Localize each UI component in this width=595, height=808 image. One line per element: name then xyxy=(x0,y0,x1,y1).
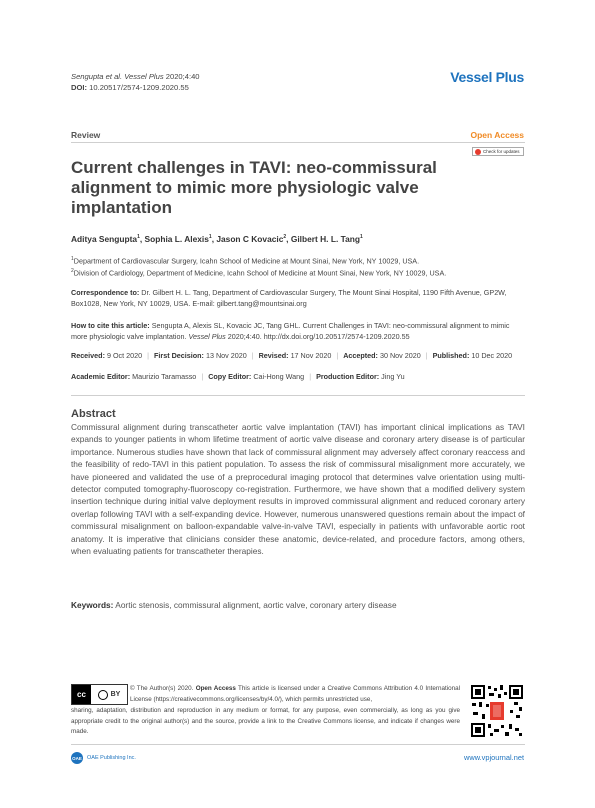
author-name[interactable]: Sophia L. Alexis xyxy=(144,234,209,244)
journal-logo[interactable]: Vessel Plus xyxy=(450,69,524,85)
divider xyxy=(71,142,525,143)
doi-label: DOI: xyxy=(71,83,88,92)
doi-link[interactable]: 10.20517/2574-1209.2020.55 xyxy=(89,83,189,92)
correspondence-text: Dr. Gilbert H. L. Tang, Department of Cardiovascular Surgery, The Mount Sinai Hospital, 1190 Fifth Avenue, GP2W, Box1028, New York, NY 10029, USA. E-mail: gilbert.tang@mountsinai.org xyxy=(71,288,507,308)
publisher-logo[interactable] xyxy=(71,752,136,764)
editors: Academic Editor: Maurizio Taramasso | Copy Editor: Cai-Hong Wang | Production Editor: Jing Yu xyxy=(71,372,405,381)
date-item: First Decision: 13 Nov 2020 xyxy=(154,351,247,360)
correspondence xyxy=(71,287,525,309)
journal-url[interactable]: www.vpjournal.net xyxy=(464,753,524,762)
author-name[interactable]: Gilbert H. L. Tang xyxy=(290,234,360,244)
oae-logo-icon: OAE xyxy=(71,752,83,764)
date-item: Accepted: 30 Nov 2020 xyxy=(343,351,421,360)
editor-item: Academic Editor: Maurizio Taramasso xyxy=(71,372,197,381)
abstract-text: Commissural alignment during transcatheter aortic valve implantation (TAVI) has important clinical implications as TAVI expands to younger patients in whom lifetime treatment of aortic valve disease and coronary artery disease is of particular importance. Numerous studies have shown that lack of commissural alignment may adversely affect coronary reaccess and the feasibility of redo-TAVI in this patient population. To assess the risk of commissural misalignment more accurately, we have pioneered and validated the use of a preprocedural imaging protocol that determines valve orientation using multi-detector computed tomography-fluoroscopy co-registration. Furthermore, we have shown that a modified delivery system insertion technique during initial valve deployment results in improved commissural alignment and reduced coronary artery overlap following TAVI with a self-expanding device. However, numerous unanswered questions remain about the impact of commissural misalignment on balloon-expandable valve-in-valve TAVI, especially in patients with unfavorable aortic root anatomy. It is imperative that clinicians consider these anatomic, device-related, and procedure factors, among others, when evaluating patients for transcatheter therapies. xyxy=(71,422,525,557)
author-name[interactable]: Jason C Kovacic xyxy=(216,234,284,244)
how-to-cite-label: How to cite this article: xyxy=(71,321,150,330)
affiliations xyxy=(71,254,531,279)
publisher-name: OAE Publishing Inc. xyxy=(87,755,136,761)
article-type: Review xyxy=(71,130,101,140)
check-updates-icon xyxy=(475,149,481,155)
divider xyxy=(71,395,525,396)
how-to-cite-journal: Vessel Plus xyxy=(188,332,226,341)
editor-item: Copy Editor: Cai-Hong Wang xyxy=(208,372,305,381)
date-item: Received: 9 Oct 2020 xyxy=(71,351,143,360)
how-to-cite-doi[interactable]: 2020;4:40. http://dx.doi.org/10.20517/2574-1209.2020.55 xyxy=(227,332,410,341)
article-title: Current challenges in TAVI: neo-commissural alignment to mimic more physiologic valve implantation xyxy=(71,158,437,217)
publication-dates: Received: 9 Oct 2020 | First Decision: 13 Nov 2020 | Revised: 17 Nov 2020 | Accepted: 30 Nov 2020 | Published: 10 Dec 2020 xyxy=(71,351,513,360)
citation-authors: Sengupta et al. xyxy=(71,72,123,81)
keywords xyxy=(71,600,397,610)
by-icon xyxy=(98,690,108,700)
qr-code[interactable] xyxy=(470,684,524,738)
author-list: Aditya Sengupta$^1$, Sophia L. Alexis$^1$, Jason C Kovacic$^2$, Gilbert H. L. Tang$^1$ xyxy=(71,234,363,244)
cc-icon: cc xyxy=(72,685,91,704)
how-to-cite-text: Sengupta A, Alexis SL, Kovacic JC, Tang GHL. Current Challenges in TAVI: neo-commissural alignment to mimic more physiologic valve implantation. xyxy=(71,321,510,341)
correspondence-label: Correspondence to: xyxy=(71,288,140,297)
editor-item: Production Editor: Jing Yu xyxy=(316,372,405,381)
affiliation-item: $^2$Division of Cardiology, Department of Medicine, Icahn School of Medicine at Mount Sinai, New York, NY 10029, USA. xyxy=(71,268,447,278)
open-access-label: Open Access xyxy=(470,130,524,140)
license-text: © The Author(s) 2020. Open Access This article is licensed under a Creative Commons Attribution 4.0 International License (https://creativecommons.org/licenses/by/4.0/), which permits unrestricted use, xyxy=(130,685,460,703)
citation-journal: Vessel Plus xyxy=(124,72,164,81)
keywords-text: Aortic stenosis, commissural alignment, aortic valve, coronary artery disease xyxy=(115,600,397,610)
creative-commons-badge[interactable]: cc BY xyxy=(71,684,128,705)
author-name[interactable]: Aditya Sengupta xyxy=(71,234,138,244)
divider xyxy=(71,744,525,745)
check-updates-label: Check for updates xyxy=(483,149,520,154)
date-item: Published: 10 Dec 2020 xyxy=(432,351,513,360)
check-updates-button[interactable] xyxy=(472,147,524,156)
how-to-cite xyxy=(71,320,525,342)
article-citation-header xyxy=(71,71,200,93)
citation-volume: 2020;4:40 xyxy=(165,72,200,81)
keywords-label: Keywords: xyxy=(71,600,114,610)
date-item: Revised: 17 Nov 2020 xyxy=(258,351,332,360)
affiliation-item: $^1$Department of Cardiovascular Surgery, Icahn School of Medicine at Mount Sinai, New York, NY 10029, USA. xyxy=(71,256,420,266)
license-text-continued: sharing, adaptation, distribution and reproduction in any medium or format, for any purpose, even commercially, as long as you give appropriate credit to the original author(s) and the source, provide a link to the Creative Commons license, and indicate if changes were made. xyxy=(71,707,460,736)
abstract-heading: Abstract xyxy=(71,408,116,420)
